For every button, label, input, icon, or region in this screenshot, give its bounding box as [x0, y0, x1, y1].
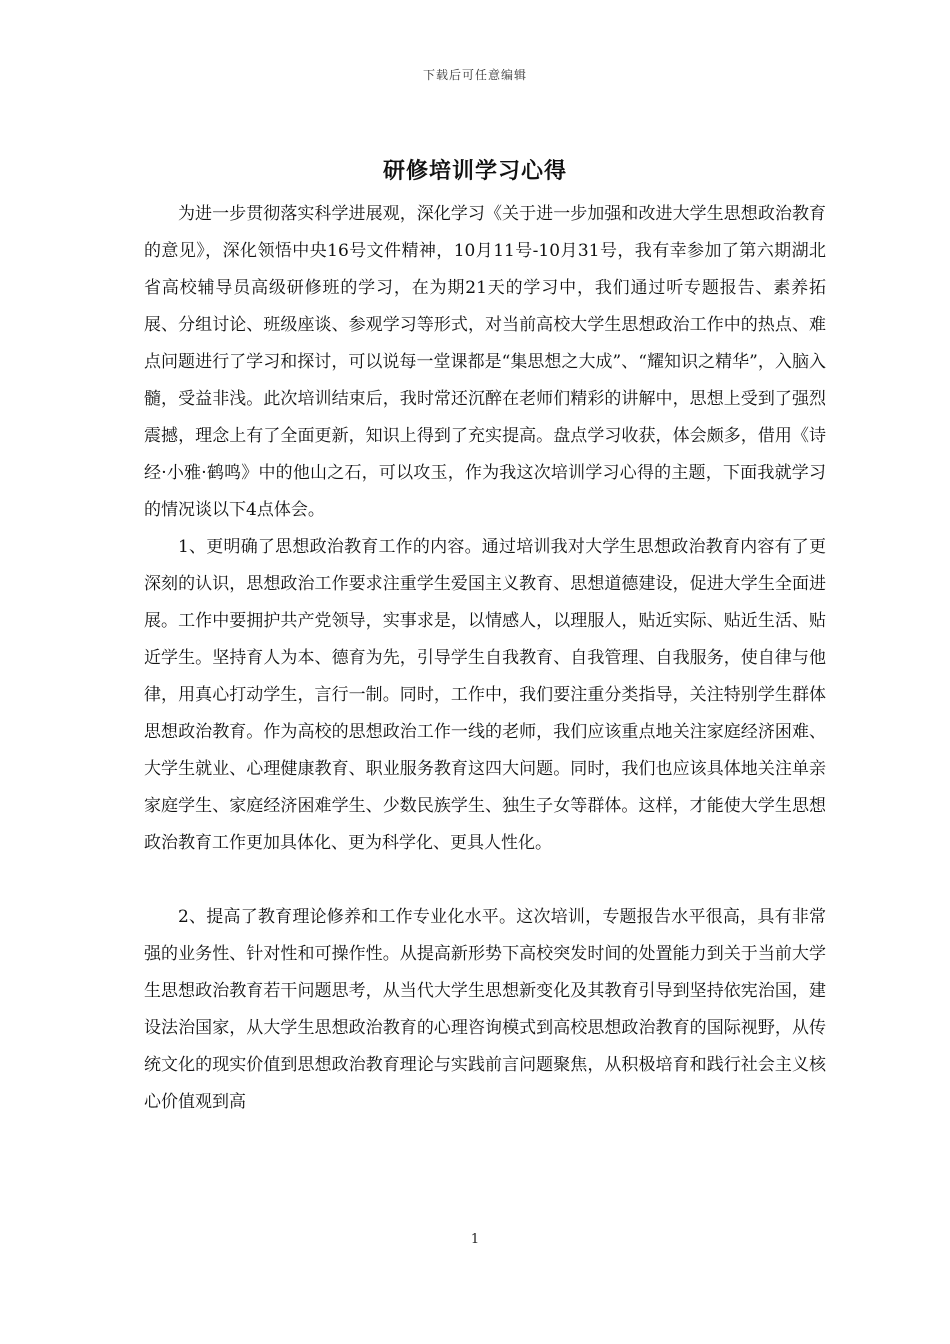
paragraph-intro: 为进一步贯彻落实科学进展观，深化学习《关于进一步加强和改进大学生思想政治教育的意见》，深化领悟中央16号文件精神，10月11号-10月31号，我有幸参加了第六期湖北省高校辅导员高级研修班的学习，在为期21天的学习中，我们通过听专题报告、素养拓展、分组讨论、班级座谈、参观学习等形式，对当前高校大学生思想政治工作中的热点、难点问题进行了学习和探讨，可以说每一堂课都是“集思想之大成”、“耀知识之精华”，入脑入髓，受益非浅。此次培训结束后，我时常还沉醉在老师们精彩的讲解中，思想上受到了强烈震撼，理念上有了全面更新，知识上得到了充实提高。盘点学习收获，体会颇多，借用《诗经·小雅·鹤鸣》中的他山之石，可以攻玉，作为我这次培训学习心得的主题，下面我就学习的情况谈以下4点体会。	[144, 204, 826, 520]
document-body	[144, 196, 826, 1121]
page-number: 1	[470, 1232, 480, 1247]
page-header-note: 下载后可任意编辑	[422, 68, 527, 82]
paragraph-point-2: 2、提高了教育理论修养和工作专业化水平。这次培训，专题报告水平很高，具有非常强的业务性、针对性和可操作性。从提高新形势下高校突发时间的处置能力到关于当前大学生思想政治教育若干问题思考，从当代大学生思想新变化及其教育引导到坚持依宪治国，建设法治国家，从大学生思想政治教育的心理咨询模式到高校思想政治教育的国际视野，从传统文化的现实价值到思想政治教育理论与实践前言问题聚焦，从积极培育和践行社会主义核心价值观到高	[144, 907, 826, 1112]
paragraph-point-1: 1、更明确了思想政治教育工作的内容。通过培训我对大学生思想政治教育内容有了更深刻的认识，思想政治工作要求注重学生爱国主义教育、思想道德建设，促进大学生全面进展。工作中要拥护共产党领导，实事求是，以情感人，以理服人，贴近实际、贴近生活、贴近学生。坚持育人为本、德育为先，引导学生自我教育、自我管理、自我服务，使自律与他律，用真心打动学生，言行一制。同时，工作中，我们要注重分类指导，关注特别学生群体思想政治教育。作为高校的思想政治工作一线的老师，我们应该重点地关注家庭经济困难、大学生就业、心理健康教育、职业服务教育这四大问题。同时，我们也应该具体地关注单亲家庭学生、家庭经济困难学生、少数民族学生、独生子女等群体。这样，才能使大学生思想政治教育工作更加具体化、更为科学化、更具人性化。	[144, 537, 826, 853]
document-title: 研修培训学习心得	[382, 158, 567, 184]
